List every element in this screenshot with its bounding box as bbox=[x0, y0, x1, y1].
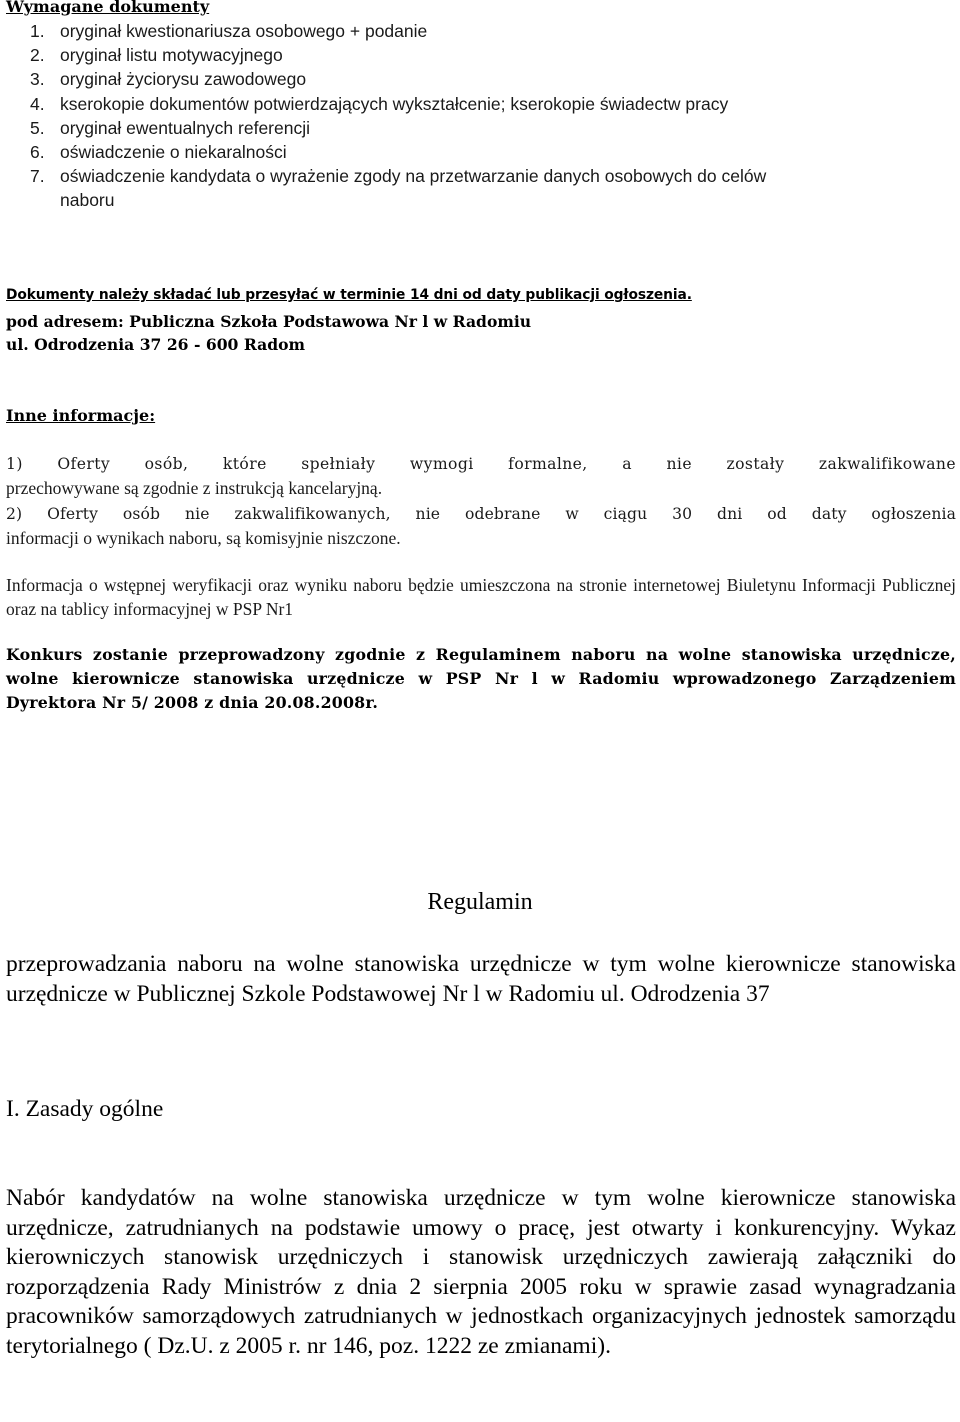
list-item-number: 1. bbox=[30, 21, 45, 41]
submission-address-line2: ul. Odrodzenia 37 26 - 600 Radom bbox=[6, 335, 306, 354]
info-paragraph-2-line2: informacji o wynikach naboru, są komisyjnie niszczone. bbox=[6, 528, 401, 548]
list-item-number: 3. bbox=[30, 69, 45, 90]
required-documents-list bbox=[30, 19, 930, 213]
list-item bbox=[30, 140, 930, 164]
other-information-heading: Inne informacje: bbox=[6, 406, 156, 425]
submission-deadline: Dokumenty należy składać lub przesyłać w terminie 14 dni od daty publikacji ogłoszenia. bbox=[6, 287, 692, 303]
list-item-text: oryginał listu motywacyjnego bbox=[60, 45, 283, 66]
list-item bbox=[30, 19, 930, 43]
list-item bbox=[30, 43, 930, 67]
required-documents-heading: Wymagane dokumenty bbox=[6, 0, 210, 16]
list-item-number: 7. bbox=[30, 166, 45, 187]
info-paragraph-1-line1: 1) Oferty osób, które spełniały wymogi formalne, a nie zostały zakwalifikowane bbox=[6, 455, 956, 473]
regulation-subtitle: przeprowadzania naboru na wolne stanowiska urzędnicze w tym wolne kierownicze stanowiska urzędnicze w Publicznej Szkole Podstawowej Nr l w Radomiu ul. Odrodzenia 37 bbox=[6, 951, 956, 1007]
competition-regulation-note: Konkurs zostanie przeprowadzony zgodnie z Regulaminem naboru na wolne stanowiska urzędnicze, wolne kierownicze stanowiska urzędnicze w PSP Nr l w Radomiu wprowadzonego Zarządzeniem Dyrektora Nr 5/ 2008 z dnia 20.08.2008r. bbox=[6, 645, 956, 712]
info-paragraph-2 bbox=[6, 502, 956, 550]
info-paragraph-1 bbox=[6, 452, 956, 500]
list-item bbox=[30, 116, 930, 140]
list-item-text: oryginał życiorysu zawodowego bbox=[60, 69, 307, 90]
list-item-number: 5. bbox=[30, 117, 45, 138]
list-item bbox=[30, 92, 930, 116]
list-item bbox=[30, 164, 930, 212]
info-paragraph-2-line1: 2) Oferty osób nie zakwalifikowanych, nie odebrane w ciągu 30 dni od daty ogłoszenia bbox=[6, 505, 956, 523]
section-paragraph: Nabór kandydatów na wolne stanowiska urzędnicze w tym wolne kierownicze stanowiska urzędnicze, zatrudnianych na podstawie umowy o pracę, jest otwarty i konkurencyjny. Wykaz kierowniczych stanowisk urzędniczych i stanowisk urzędniczych zawierają załączniki do rozporządzenia Rady Ministrów z dnia 2 sierpnia 2005 roku w sprawie zasad wynagradzania pracowników samorządowych zatrudnianych w jednostkach organizacyjnych jednostek samorządu terytorialnego ( Dz.U. z 2005 r. nr 146, poz. 1222 ze zmianami). bbox=[6, 1185, 956, 1359]
submission-address-line1: pod adresem: Publiczna Szkoła Podstawowa Nr l w Radomiu bbox=[6, 312, 532, 331]
list-item-text: oświadczenie o niekaralności bbox=[60, 142, 287, 163]
list-item-text: oryginał kwestionariusza osobowego + podanie bbox=[60, 21, 428, 41]
regulation-title: Regulamin bbox=[427, 889, 533, 915]
info-paragraph-3: Informacja o wstępnej weryfikacji oraz wyniku naboru będzie umieszczona na stronie internetowej Biuletynu Informacji Publicznej oraz na tablicy informacyjnej w PSP Nr1 bbox=[6, 575, 956, 619]
info-paragraph-1-line2: przechowywane są zgodnie z instrukcją kancelaryjną. bbox=[6, 478, 383, 498]
list-item-number: 4. bbox=[30, 93, 45, 114]
list-item-number: 2. bbox=[30, 45, 45, 66]
section-title: I. Zasady ogólne bbox=[6, 1096, 164, 1122]
list-item bbox=[30, 67, 930, 91]
list-item-text: oświadczenie kandydata o wyrażenie zgody na przetwarzanie danych osobowych do celów naboru bbox=[60, 166, 767, 211]
list-item-number: 6. bbox=[30, 142, 45, 163]
list-item-text: oryginał ewentualnych referencji bbox=[60, 117, 310, 138]
list-item-text: kserokopie dokumentów potwierdzających wykształcenie; kserokopie świadectw pracy bbox=[60, 93, 729, 114]
